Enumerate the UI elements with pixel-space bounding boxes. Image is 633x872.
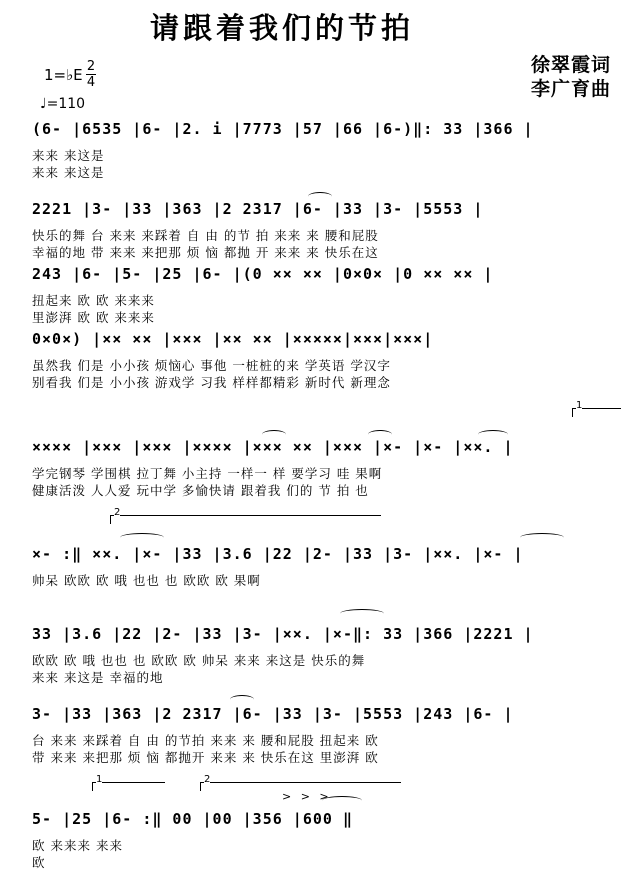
- lyric-line-1: 快乐的舞 台 来来 来踩着 自 由 的节 拍 来来 来 腰和屁股: [32, 228, 379, 243]
- slur: [322, 796, 362, 805]
- lyric-line-2: 带 来来 来把那 烦 恼 都抛开 来来 来 快乐在这 里澎湃 欧: [32, 750, 379, 765]
- lyric-line-1: 来来 来这是: [32, 148, 105, 163]
- notation-line: ×××× |××× |××× |×××× |××× ×× |××× |×- |×- |××. |: [32, 438, 514, 456]
- notation-line: 33 |3.6 |22 |2- |33 |3- |××. |×-‖: 33 |366 |2221 |: [32, 625, 534, 643]
- time-signature: [86, 60, 96, 89]
- slur: [340, 609, 384, 618]
- notation-line: ×- :‖ ××. |×- |33 |3.6 |22 |2- |33 |3- |××. |×- |: [32, 545, 524, 563]
- lyric-line-1: 欧 来来来 来来: [32, 838, 123, 853]
- lyric-line-2: 别看我 们是 小小孩 游戏学 习我 样样都精彩 新时代 新理念: [32, 375, 391, 390]
- lyric-line-2: 来来 来这是: [32, 165, 105, 180]
- volta-number: 1: [96, 774, 103, 785]
- lyric-line-2: 幸福的地 带 来来 来把那 烦 恼 都抛 开 来来 来 快乐在这: [32, 245, 379, 260]
- volta-number: 2: [114, 507, 121, 518]
- key-signature: 1=♭E: [44, 66, 83, 84]
- lyric-line-1: 帅呆 欧欧 欧 哦 也也 也 欧欧 欧 果啊: [32, 573, 261, 588]
- slur: [230, 695, 254, 704]
- lyricist-credit: 徐翠霞词: [530, 54, 611, 76]
- lyric-line-1: 学完钢琴 学围棋 拉丁舞 小主持 一样一 样 要学习 哇 果啊: [32, 466, 383, 481]
- notation-line: 2221 |3- |33 |363 |2 2317 |6- |33 |3- |5553 |: [32, 200, 484, 218]
- composer-credit: 李广育曲: [530, 78, 611, 100]
- time-signature-top: 2: [86, 59, 96, 74]
- volta-number: 1: [576, 400, 583, 411]
- notation-line: 243 |6- |5- |25 |6- |(0 ×× ×× |0×0× |0 ×× ×× |: [32, 265, 494, 283]
- accent-marks: > > >: [282, 790, 332, 803]
- lyric-line-1: 台 来来 来踩着 自 由 的节拍 来来 来 腰和屁股 扭起来 欧: [32, 733, 379, 748]
- song-title: 请跟着我们的节拍: [150, 11, 415, 45]
- lyric-line-2: 里澎湃 欧 欧 来来来: [32, 310, 155, 325]
- volta-bracket: [572, 400, 621, 417]
- slur: [520, 533, 564, 542]
- volta-bracket: [92, 774, 165, 791]
- slur: [120, 533, 164, 542]
- notation-line: (6- |6535 |6- |2. i |7773 |57 |66 |6-)‖: 33 |366 |: [32, 120, 534, 138]
- volta-number: 2: [204, 774, 211, 785]
- lyric-line-2: 欧: [32, 855, 46, 870]
- notation-line: 0×0×) |×× ×× |××× |×× ×× |×××××|×××|×××|: [32, 330, 434, 348]
- notation-line: 3- |33 |363 |2 2317 |6- |33 |3- |5553 |243 |6- |: [32, 705, 514, 723]
- lyric-line-2: 健康活泼 人人爱 玩中学 多愉快请 跟着我 们的 节 拍 也: [32, 483, 369, 498]
- lyric-line-1: 欧欧 欧 哦 也也 也 欧欧 欧 帅呆 来来 来这是 快乐的舞: [32, 653, 366, 668]
- lyric-line-2: 来来 来这是 幸福的地: [32, 670, 164, 685]
- lyric-line-1: 扭起来 欧 欧 来来来: [32, 293, 155, 308]
- lyric-line-1: 虽然我 们是 小小孩 烦恼心 事他 一桩桩的来 学英语 学汉字: [32, 358, 391, 373]
- notation-line: 5- |25 |6- :‖ 00 |00 |356 |600 ‖: [32, 810, 353, 828]
- time-signature-bottom: 4: [86, 75, 96, 90]
- volta-bracket: [110, 507, 381, 524]
- tempo-marking: ♩=110: [40, 96, 86, 112]
